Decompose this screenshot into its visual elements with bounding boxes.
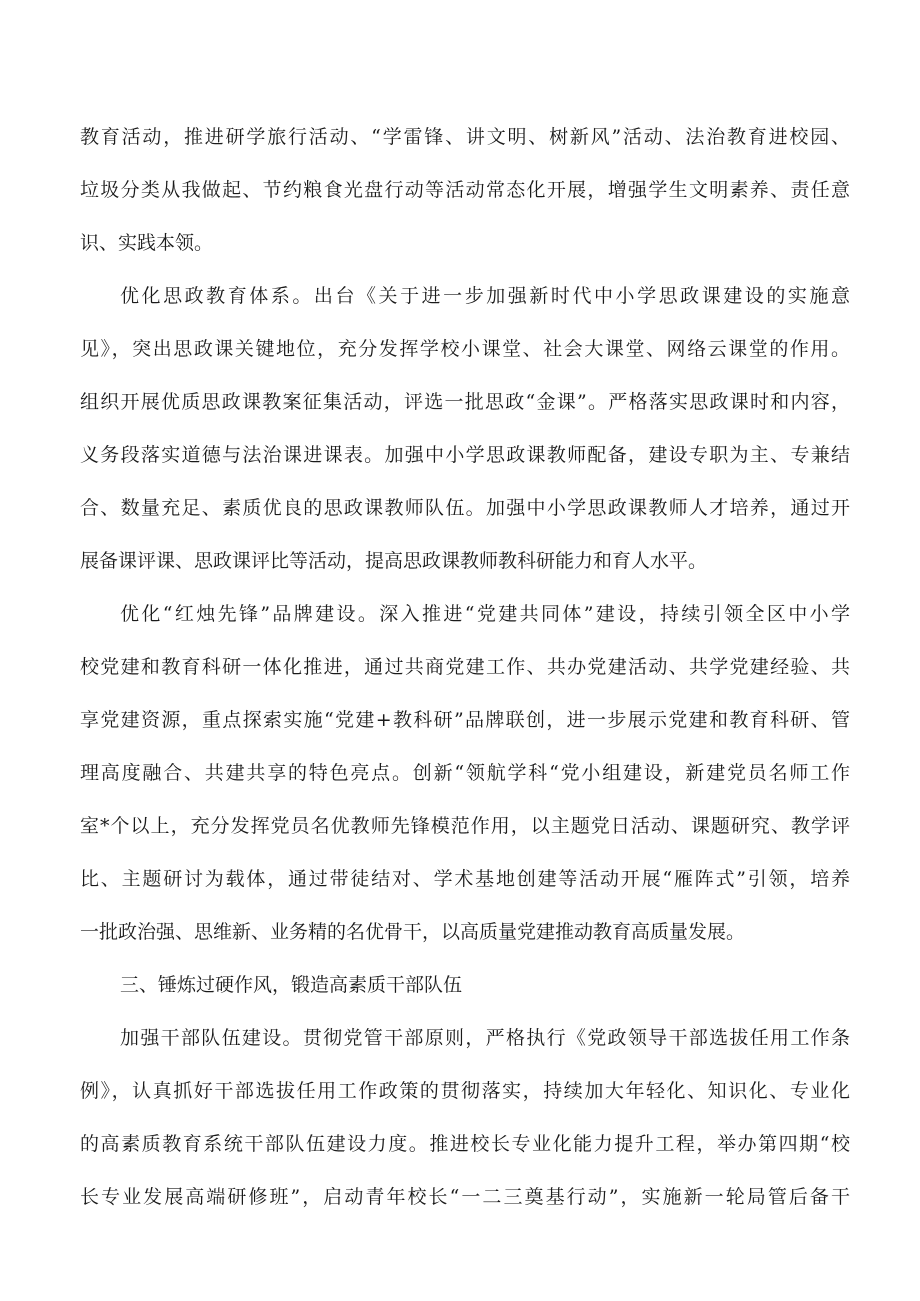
text-line: 义务段落实道德与法治课进课表。加强中小学思政课教师配备，建设专职为主、专兼结 xyxy=(80,444,850,466)
text-line: 识、实践本领。 xyxy=(80,232,214,254)
text-line: 室*个以上，充分发挥党员名优教师先锋模范作用，以主题党日活动、课题研究、教学评 xyxy=(80,815,850,837)
text-line: 例》，认真抓好干部选拔任用工作政策的贯彻落实，持续加大年轻化、知识化、专业化 xyxy=(80,1080,850,1102)
section-heading: 三、锤炼过硬作风，锻造高素质干部队伍 xyxy=(120,974,463,996)
text-line: 比、主题研讨为载体，通过带徒结对、学术基地创建等活动开展“雁阵式”引领，培养 xyxy=(80,868,850,890)
text-line: 优化思政教育体系。出台《关于进一步加强新时代中小学思政课建设的实施意 xyxy=(120,285,850,307)
text-line: 一批政治强、思维新、业务精的名优骨干，以高质量党建推动教育高质量发展。 xyxy=(80,921,746,943)
text-line: 优化“红烛先锋”品牌建设。深入推进“党建共同体”建设，持续引领全区中小学 xyxy=(120,603,850,625)
text-line: 教育活动，推进研学旅行活动、“学雷锋、讲文明、树新风”活动、法治教育进校园、 xyxy=(80,126,850,148)
text-line: 垃圾分类从我做起、节约粮食光盘行动等活动常态化开展，增强学生文明素养、责任意 xyxy=(80,179,850,201)
text-line: 合、数量充足、素质优良的思政课教师队伍。加强中小学思政课教师人才培养，通过开 xyxy=(80,497,850,519)
text-line: 加强干部队伍建设。贯彻党管干部原则，严格执行《党政领导干部选拔任用工作条 xyxy=(120,1027,850,1049)
text-line: 展备课评课、思政课评比等活动，提高思政课教师教科研能力和育人水平。 xyxy=(80,550,708,572)
text-line: 见》，突出思政课关键地位，充分发挥学校小课堂、社会大课堂、网络云课堂的作用。 xyxy=(80,338,850,360)
text-line: 长专业发展高端研修班”，启动青年校长“一二三奠基行动”，实施新一轮局管后备干 xyxy=(80,1186,850,1208)
text-line: 的高素质教育系统干部队伍建设力度。推进校长专业化能力提升工程，举办第四期“校 xyxy=(80,1133,850,1155)
text-line: 组织开展优质思政课教案征集活动，评选一批思政“金课”。严格落实思政课时和内容， xyxy=(80,391,850,413)
text-line: 享党建资源，重点探索实施“党建+教科研”品牌联创，进一步展示党建和教育科研、管 xyxy=(80,709,850,731)
text-line: 理高度融合、共建共享的特色亮点。创新“领航学科“党小组建设，新建党员名师工作 xyxy=(80,762,850,784)
text-line: 校党建和教育科研一体化推进，通过共商党建工作、共办党建活动、共学党建经验、共 xyxy=(80,656,850,678)
